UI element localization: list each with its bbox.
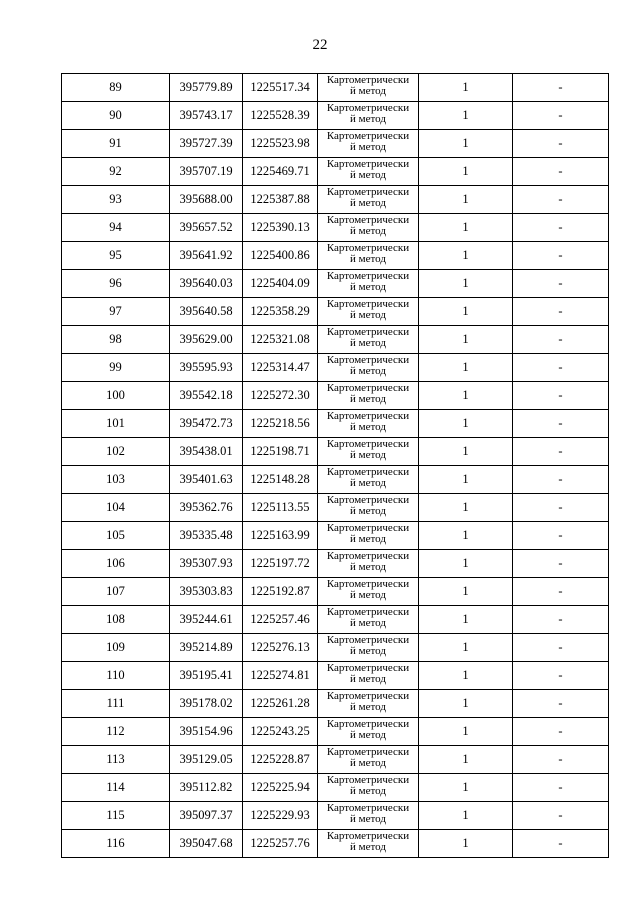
x-coordinate-cell: 395335.48: [170, 522, 243, 550]
note-cell: -: [513, 522, 609, 550]
method-cell: Картометрически й метод: [318, 746, 419, 774]
point-number-cell: 107: [62, 578, 170, 606]
point-number-cell: 116: [62, 830, 170, 858]
point-number-cell: 106: [62, 550, 170, 578]
accuracy-cell: 1: [419, 802, 513, 830]
table-row: [62, 634, 609, 662]
accuracy-cell: 1: [419, 438, 513, 466]
point-number-cell: 89: [62, 74, 170, 102]
note-cell: -: [513, 718, 609, 746]
note-cell: -: [513, 186, 609, 214]
accuracy-cell: 1: [419, 326, 513, 354]
note-cell: -: [513, 802, 609, 830]
x-coordinate-cell: 395640.03: [170, 270, 243, 298]
table-row: [62, 746, 609, 774]
x-coordinate-cell: 395641.92: [170, 242, 243, 270]
page-number: 22: [312, 37, 328, 53]
x-coordinate-cell: 395178.02: [170, 690, 243, 718]
table-row: [62, 74, 609, 102]
method-cell: Картометрически й метод: [318, 326, 419, 354]
table-row: [62, 214, 609, 242]
point-number-cell: 109: [62, 634, 170, 662]
y-coordinate-cell: 1225528.39: [243, 102, 318, 130]
point-number-cell: 92: [62, 158, 170, 186]
accuracy-cell: 1: [419, 634, 513, 662]
y-coordinate-cell: 1225390.13: [243, 214, 318, 242]
method-cell: Картометрически й метод: [318, 606, 419, 634]
accuracy-cell: 1: [419, 690, 513, 718]
x-coordinate-cell: 395129.05: [170, 746, 243, 774]
x-coordinate-cell: 395154.96: [170, 718, 243, 746]
method-cell: Картометрически й метод: [318, 774, 419, 802]
note-cell: -: [513, 326, 609, 354]
y-coordinate-cell: 1225148.28: [243, 466, 318, 494]
table-row: [62, 270, 609, 298]
y-coordinate-cell: 1225358.29: [243, 298, 318, 326]
point-number-cell: 96: [62, 270, 170, 298]
accuracy-cell: 1: [419, 718, 513, 746]
accuracy-cell: 1: [419, 382, 513, 410]
table-row: [62, 298, 609, 326]
x-coordinate-cell: 395214.89: [170, 634, 243, 662]
point-number-cell: 105: [62, 522, 170, 550]
table-row: [62, 802, 609, 830]
coordinates-table: [61, 73, 609, 858]
note-cell: -: [513, 438, 609, 466]
y-coordinate-cell: 1225197.72: [243, 550, 318, 578]
x-coordinate-cell: 395438.01: [170, 438, 243, 466]
y-coordinate-cell: 1225192.87: [243, 578, 318, 606]
table-row: [62, 774, 609, 802]
accuracy-cell: 1: [419, 494, 513, 522]
x-coordinate-cell: 395401.63: [170, 466, 243, 494]
point-number-cell: 112: [62, 718, 170, 746]
method-cell: Картометрически й метод: [318, 242, 419, 270]
y-coordinate-cell: 1225272.30: [243, 382, 318, 410]
x-coordinate-cell: 395688.00: [170, 186, 243, 214]
y-coordinate-cell: 1225243.25: [243, 718, 318, 746]
method-cell: Картометрически й метод: [318, 102, 419, 130]
note-cell: -: [513, 158, 609, 186]
table-row: [62, 466, 609, 494]
point-number-cell: 98: [62, 326, 170, 354]
point-number-cell: 99: [62, 354, 170, 382]
accuracy-cell: 1: [419, 158, 513, 186]
y-coordinate-cell: 1225517.34: [243, 74, 318, 102]
method-cell: Картометрически й метод: [318, 718, 419, 746]
method-cell: Картометрически й метод: [318, 130, 419, 158]
note-cell: -: [513, 130, 609, 158]
accuracy-cell: 1: [419, 466, 513, 494]
method-cell: Картометрически й метод: [318, 802, 419, 830]
y-coordinate-cell: 1225387.88: [243, 186, 318, 214]
accuracy-cell: 1: [419, 774, 513, 802]
y-coordinate-cell: 1225257.76: [243, 830, 318, 858]
point-number-cell: 100: [62, 382, 170, 410]
note-cell: -: [513, 494, 609, 522]
x-coordinate-cell: 395640.58: [170, 298, 243, 326]
y-coordinate-cell: 1225228.87: [243, 746, 318, 774]
method-cell: Картометрически й метод: [318, 74, 419, 102]
method-cell: Картометрически й метод: [318, 634, 419, 662]
y-coordinate-cell: 1225276.13: [243, 634, 318, 662]
accuracy-cell: 1: [419, 550, 513, 578]
point-number-cell: 104: [62, 494, 170, 522]
accuracy-cell: 1: [419, 522, 513, 550]
y-coordinate-cell: 1225257.46: [243, 606, 318, 634]
method-cell: Картометрически й метод: [318, 214, 419, 242]
point-number-cell: 101: [62, 410, 170, 438]
y-coordinate-cell: 1225229.93: [243, 802, 318, 830]
note-cell: -: [513, 242, 609, 270]
method-cell: Картометрически й метод: [318, 494, 419, 522]
method-cell: Картометрически й метод: [318, 438, 419, 466]
y-coordinate-cell: 1225469.71: [243, 158, 318, 186]
note-cell: -: [513, 74, 609, 102]
x-coordinate-cell: 395779.89: [170, 74, 243, 102]
accuracy-cell: 1: [419, 578, 513, 606]
method-cell: Картометрически й метод: [318, 158, 419, 186]
method-cell: Картометрически й метод: [318, 830, 419, 858]
x-coordinate-cell: 395303.83: [170, 578, 243, 606]
point-number-cell: 94: [62, 214, 170, 242]
y-coordinate-cell: 1225400.86: [243, 242, 318, 270]
point-number-cell: 110: [62, 662, 170, 690]
x-coordinate-cell: 395244.61: [170, 606, 243, 634]
point-number-cell: 95: [62, 242, 170, 270]
accuracy-cell: 1: [419, 830, 513, 858]
accuracy-cell: 1: [419, 354, 513, 382]
x-coordinate-cell: 395097.37: [170, 802, 243, 830]
y-coordinate-cell: 1225225.94: [243, 774, 318, 802]
accuracy-cell: 1: [419, 130, 513, 158]
method-cell: Картометрически й метод: [318, 550, 419, 578]
accuracy-cell: 1: [419, 746, 513, 774]
table-row: [62, 690, 609, 718]
table-row: [62, 354, 609, 382]
table-row: [62, 578, 609, 606]
accuracy-cell: 1: [419, 102, 513, 130]
x-coordinate-cell: 395727.39: [170, 130, 243, 158]
y-coordinate-cell: 1225218.56: [243, 410, 318, 438]
note-cell: -: [513, 606, 609, 634]
table-row: [62, 606, 609, 634]
note-cell: -: [513, 746, 609, 774]
y-coordinate-cell: 1225163.99: [243, 522, 318, 550]
point-number-cell: 108: [62, 606, 170, 634]
accuracy-cell: 1: [419, 186, 513, 214]
accuracy-cell: 1: [419, 662, 513, 690]
method-cell: Картометрически й метод: [318, 354, 419, 382]
y-coordinate-cell: 1225314.47: [243, 354, 318, 382]
accuracy-cell: 1: [419, 74, 513, 102]
x-coordinate-cell: 395112.82: [170, 774, 243, 802]
table-row: [62, 438, 609, 466]
table-row: [62, 382, 609, 410]
method-cell: Картометрически й метод: [318, 522, 419, 550]
coordinates-table-body: [62, 74, 609, 858]
x-coordinate-cell: 395362.76: [170, 494, 243, 522]
table-row: [62, 158, 609, 186]
note-cell: -: [513, 774, 609, 802]
table-row: [62, 522, 609, 550]
point-number-cell: 114: [62, 774, 170, 802]
method-cell: Картометрически й метод: [318, 690, 419, 718]
point-number-cell: 90: [62, 102, 170, 130]
note-cell: -: [513, 270, 609, 298]
note-cell: -: [513, 102, 609, 130]
x-coordinate-cell: 395629.00: [170, 326, 243, 354]
method-cell: Картометрически й метод: [318, 410, 419, 438]
table-row: [62, 410, 609, 438]
x-coordinate-cell: 395472.73: [170, 410, 243, 438]
note-cell: -: [513, 550, 609, 578]
x-coordinate-cell: 395542.18: [170, 382, 243, 410]
note-cell: -: [513, 830, 609, 858]
table-row: [62, 242, 609, 270]
y-coordinate-cell: 1225274.81: [243, 662, 318, 690]
method-cell: Картометрически й метод: [318, 270, 419, 298]
method-cell: Картометрически й метод: [318, 186, 419, 214]
table-row: [62, 662, 609, 690]
x-coordinate-cell: 395195.41: [170, 662, 243, 690]
y-coordinate-cell: 1225404.09: [243, 270, 318, 298]
note-cell: -: [513, 578, 609, 606]
table-row: [62, 326, 609, 354]
x-coordinate-cell: 395707.19: [170, 158, 243, 186]
table-row: [62, 830, 609, 858]
point-number-cell: 102: [62, 438, 170, 466]
note-cell: -: [513, 634, 609, 662]
note-cell: -: [513, 466, 609, 494]
y-coordinate-cell: 1225261.28: [243, 690, 318, 718]
x-coordinate-cell: 395743.17: [170, 102, 243, 130]
table-row: [62, 550, 609, 578]
y-coordinate-cell: 1225198.71: [243, 438, 318, 466]
method-cell: Картометрически й метод: [318, 298, 419, 326]
note-cell: -: [513, 690, 609, 718]
accuracy-cell: 1: [419, 410, 513, 438]
y-coordinate-cell: 1225523.98: [243, 130, 318, 158]
x-coordinate-cell: 395657.52: [170, 214, 243, 242]
table-row: [62, 494, 609, 522]
point-number-cell: 97: [62, 298, 170, 326]
accuracy-cell: 1: [419, 606, 513, 634]
point-number-cell: 115: [62, 802, 170, 830]
point-number-cell: 113: [62, 746, 170, 774]
table-row: [62, 186, 609, 214]
table-row: [62, 130, 609, 158]
point-number-cell: 91: [62, 130, 170, 158]
note-cell: -: [513, 662, 609, 690]
note-cell: -: [513, 354, 609, 382]
note-cell: -: [513, 410, 609, 438]
point-number-cell: 103: [62, 466, 170, 494]
note-cell: -: [513, 382, 609, 410]
x-coordinate-cell: 395595.93: [170, 354, 243, 382]
x-coordinate-cell: 395047.68: [170, 830, 243, 858]
note-cell: -: [513, 298, 609, 326]
x-coordinate-cell: 395307.93: [170, 550, 243, 578]
y-coordinate-cell: 1225113.55: [243, 494, 318, 522]
table-row: [62, 102, 609, 130]
point-number-cell: 93: [62, 186, 170, 214]
point-number-cell: 111: [62, 690, 170, 718]
method-cell: Картометрически й метод: [318, 662, 419, 690]
method-cell: Картометрически й метод: [318, 578, 419, 606]
method-cell: Картометрически й метод: [318, 382, 419, 410]
accuracy-cell: 1: [419, 214, 513, 242]
table-row: [62, 718, 609, 746]
method-cell: Картометрически й метод: [318, 466, 419, 494]
y-coordinate-cell: 1225321.08: [243, 326, 318, 354]
accuracy-cell: 1: [419, 270, 513, 298]
note-cell: -: [513, 214, 609, 242]
accuracy-cell: 1: [419, 298, 513, 326]
accuracy-cell: 1: [419, 242, 513, 270]
